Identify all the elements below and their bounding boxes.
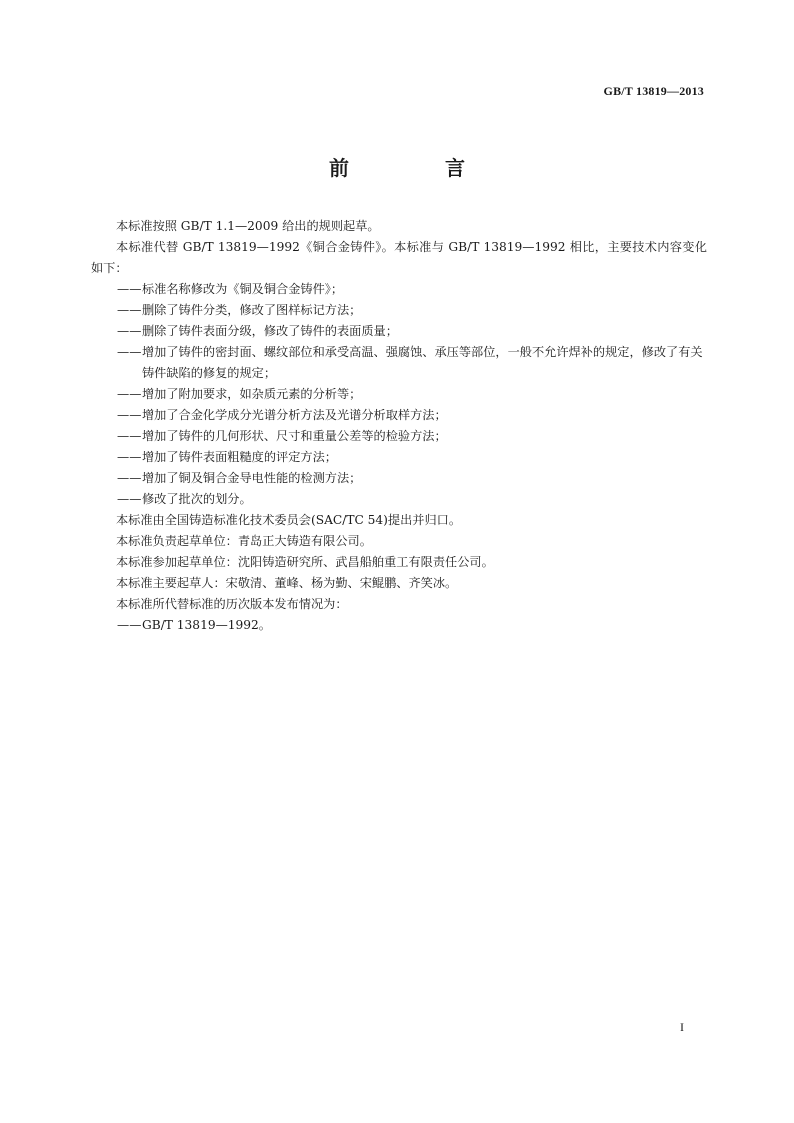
dash-marker: —— bbox=[117, 303, 142, 317]
change-item: ——增加了铸件的几何形状、尺寸和重量公差等的检验方法； bbox=[91, 426, 707, 447]
change-item: ——修改了批次的划分。 bbox=[91, 489, 707, 510]
paragraph: 本标准代替 GB/T 13819—1992《铜合金铸件》。本标准与 GB/T 13819—1992 相比，主要技术内容变化如下： bbox=[91, 240, 707, 275]
change-item: ——增加了合金化学成分光谱分析方法及光谱分析取样方法； bbox=[91, 405, 707, 426]
paragraph: 本标准主要起草人：宋敬清、董峰、杨为勤、宋鲲鹏、齐笑冰。 bbox=[116, 576, 458, 590]
paragraph: 本标准按照 GB/T 1.1—2009 给出的规则起草。 bbox=[116, 219, 380, 233]
change-item: ——增加了铜及铜合金导电性能的检测方法； bbox=[91, 468, 707, 489]
page-title: 前 言 bbox=[329, 156, 503, 180]
change-item: ——删除了铸件表面分级，修改了铸件的表面质量； bbox=[91, 321, 707, 342]
change-item: ——增加了附加要求，如杂质元素的分析等； bbox=[91, 384, 707, 405]
dash-marker: —— bbox=[117, 429, 142, 443]
change-item: ——增加了铸件表面粗糙度的评定方法； bbox=[91, 447, 707, 468]
paragraph: 本标准负责起草单位：青岛正大铸造有限公司。 bbox=[116, 534, 372, 548]
paragraph: 本标准由全国铸造标准化技术委员会(SAC/TC 54)提出并归口。 bbox=[116, 513, 462, 527]
dash-marker: —— bbox=[117, 345, 142, 359]
dash-marker: —— bbox=[117, 450, 142, 464]
dash-marker: —— bbox=[117, 492, 142, 506]
paragraph: 本标准所代替标准的历次版本发布情况为： bbox=[116, 597, 348, 611]
foreword-content bbox=[91, 216, 707, 636]
change-item: ——删除了铸件分类，修改了图样标记方法； bbox=[91, 300, 707, 321]
dash-marker: —— bbox=[117, 282, 142, 296]
dash-marker: —— bbox=[117, 408, 142, 422]
paragraph: 本标准参加起草单位：沈阳铸造研究所、武昌船舶重工有限责任公司。 bbox=[116, 555, 494, 569]
change-item: ——标准名称修改为《铜及铜合金铸件》； bbox=[91, 279, 707, 300]
page-number: I bbox=[680, 1020, 684, 1034]
history-item: ——GB/T 13819—1992。 bbox=[91, 615, 707, 636]
document-code: GB/T 13819—2013 bbox=[603, 84, 704, 98]
dash-marker: —— bbox=[117, 387, 142, 401]
dash-marker: —— bbox=[117, 618, 142, 632]
change-item: ——增加了铸件的密封面、螺纹部位和承受高温、强腐蚀、承压等部位，一般不允许焊补的规定，修改了有关铸件缺陷的修复的规定； bbox=[91, 342, 707, 384]
dash-marker: —— bbox=[117, 471, 142, 485]
dash-marker: —— bbox=[117, 324, 142, 338]
